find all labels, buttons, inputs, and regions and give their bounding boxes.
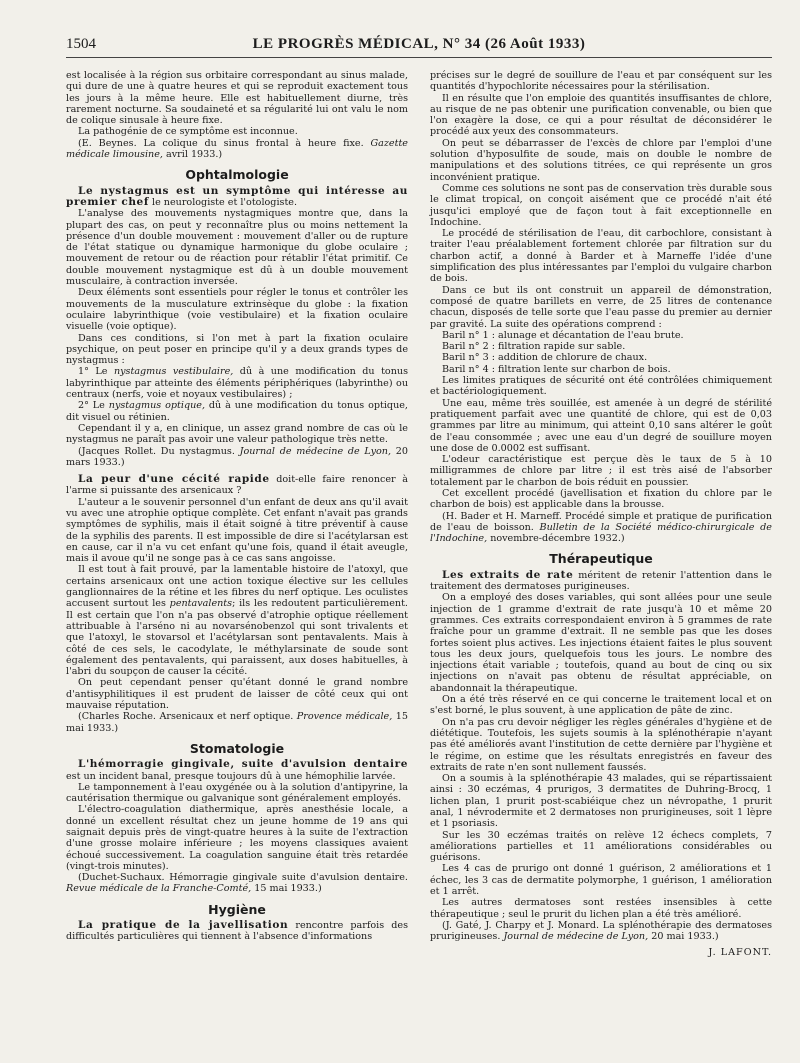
lead-phrase: Les extraits de rate [442, 568, 574, 581]
citation: (E. Beynes. La colique du sinus frontal à heure fixe. Gazette médicale limousine, avril 1933.) [66, 137, 408, 161]
right-column [430, 70, 772, 958]
section-heading-ophtalmologie: Ophtalmologie [185, 167, 289, 183]
citation: (J. Gaté, J. Charpy et J. Monard. La splénothérapie des dermatoses prurigineuses. Journal de médecine de Lyon, 20 mai 1933.) [430, 919, 772, 943]
paragraph: La pratique de la javellisation rencontre parfois des difficultés particulières qui tiennent à l'absence d'informations [66, 919, 408, 943]
journal-title: LE PROGRÈS MÉDICAL, N° 34 (26 Août 1933) [252, 36, 586, 52]
paragraph: Le tamponnement à l'eau oxygénée ou à la solution d'antipyrine, la cautérisation thermique ou galvanique sont généralement employés. [66, 781, 408, 805]
paragraph: La peur d'une cécité rapide doit-elle faire renoncer à l'arme si puissante des arsenicaux ? [66, 473, 408, 497]
citation-journal: Revue médicale de la Franche-Comté, [66, 883, 252, 895]
paragraph: Les extraits de rate méritent de retenir l'attention dans le traitement des dermatoses purigineuses. [430, 568, 772, 593]
paragraph: Le procédé de stérilisation de l'eau, dit carbochlore, consistant à traiter l'eau préalablement fortement chlorée par filtration sur du charbon actif, a donné à Barder et à Marneffe l'idée d'une simplification des plus intéressantes par l'emploi du vulgaire charbon de bois. [430, 228, 772, 285]
paragraph: Les limites pratiques de sécurité ont été contrôlées chimiquement et bactériologiquement. [430, 375, 772, 398]
paragraph: L'hémorragie gingivale, suite d'avulsion dentaire est un incident banal, presque toujours dû à une hémophilie larvée. [66, 758, 408, 782]
lead-phrase: La peur d'une cécité rapide [78, 473, 270, 486]
paragraph: Sur les 30 eczémas traités on relève 12 échecs complets, 7 améliorations partielles et 11 améliorations considérables ou guérisons. [430, 829, 772, 864]
paragraph: Le nystagmus est un symptôme qui intéresse au premier chef le neurologiste et l'otologiste. [66, 184, 408, 208]
citation: (Jacques Rollet. Du nystagmus. Journal de médecine de Lyon, 20 mars 1933.) [66, 445, 408, 468]
citation-journal: Journal de médecine de Lyon, [503, 931, 649, 943]
paragraph: Les autres dermatoses sont restées insensibles à cette thérapeutique ; seul le prurit du lichen plan a été très amélioré. [430, 897, 772, 920]
paragraph: On peut cependant penser qu'étant donné le grand nombre d'antisyphilitiques il est prudent de laisser de côté ceux qui ont mauvaise réputation. [66, 677, 408, 712]
paragraph: Cependant il y a, en clinique, un assez grand nombre de cas où le nystagmus ne paraît pas avoir une valeur pathologique très nette. [66, 422, 408, 446]
paragraph: Comme ces solutions ne sont pas de conservation très durable sous le climat tropical, on conçoit aisément que ce procédé n'ait été jusqu'ici employé que de façon tout à fait exceptionnelle en Indochine. [430, 182, 772, 228]
author-signature: J. LAFONT. [708, 946, 772, 958]
list-item: Baril n° 4 : filtration lente sur charbon de bois. [442, 363, 671, 375]
paragraph: Il en résulte que l'on emploie des quantités insuffisantes de chlore, au risque de ne pas obtenir une purification convenable, ou bien que l'on exagère la dose, ce qui a pour résultat de déconsidérer le procédé aux yeux des consommateurs. [430, 92, 772, 138]
text-columns [66, 70, 772, 958]
paragraph: On a été très réservé en ce qui concerne le traitement local et on s'est borné, le plus souvent, à une application de pâte de zinc. [430, 694, 772, 717]
paragraph: Cet excellent procédé (javellisation et fixation du chlore par le charbon de bois) est applicable dans la brousse. [430, 487, 772, 511]
section-heading-stomatologie: Stomatologie [189, 740, 285, 756]
paragraph: est localisée à la région sus orbitaire correspondant au sinus malade, qui dure de une à quatre heures et qui se reproduit exactement tous les jours à la même heure. Elle est habituellement diurne, très rarement nocturne. Sa soudaineté et sa régularité lui ont valu le nom de colique sinusale à heure fixe. [66, 70, 408, 127]
citation-journal: Provence médicale, [296, 711, 393, 723]
paragraph: Dans ce but ils ont construit un appareil de démonstration, composé de quatre barillets en verre, de 25 litres de contenance chacun, disposés de telle sorte que l'eau passe du premier au dernier par gravité. La suite des opérations comprend : [430, 284, 772, 330]
page-number: 1504 [66, 36, 96, 52]
paragraph: 2° Le nystagmus optique, dû à une modification du tonus optique, dit visuel ou rétinien. [66, 400, 408, 423]
paragraph: La pathogénie de ce symptôme est inconnue. [78, 126, 298, 138]
citation-journal: Bulletin de la Société médico-chirurgicale de l'Indochine, [430, 521, 772, 545]
paragraph: Dans ces conditions, si l'on met à part la fixation oculaire psychique, on peut poser en principe qu'il y a deux grands types de nystagmus : [66, 332, 408, 367]
citation-journal: Journal de médecine de Lyon, [239, 445, 392, 457]
lead-phrase: Le nystagmus est un symptôme qui intéresse au premier chef [66, 184, 408, 208]
paragraph: L'électro-coagulation diathermique, après anesthésie locale, a donné un excellent résultat chez un jeune homme de 19 ans qui saignait depuis près de vingt-quatre heures à la suite de l'extraction d'une grosse molaire inférieure ; les moyens classiques avaient échoué successivement. La coagulation sanguine était très retardée (vingt-trois minutes). [66, 804, 408, 872]
list-item: Baril n° 2 : filtration rapide sur sable. [442, 341, 626, 353]
section-heading-therapeutique: Thérapeutique [549, 551, 653, 567]
paragraph: On n'a pas cru devoir négliger les règles générales d'hygiène et de diététique. Toutefois, les sujets soumis à la splénothérapie n'ayant pas été améliorés avant l'institution de cette dernière par l'hygiène et le régime, on estime que les résultats enregistrés en faveur des extraits de rate n'en sont nullement faussés. [430, 716, 772, 773]
paragraph: précises sur le degré de souillure de l'eau et par conséquent sur les quantités d'hypochlorite nécessaires pour la stérilisation. [430, 70, 772, 93]
left-column [66, 70, 408, 958]
paragraph: Les 4 cas de prurigo ont donné 1 guérison, 2 améliorations et 1 échec, les 3 cas de dermatite polymorphe, 1 guérison, 1 amélioration et 1 arrêt. [430, 863, 772, 898]
paragraph: On a soumis à la splénothérapie 43 malades, qui se répartissaient ainsi : 30 eczémas, 4 prurigos, 3 dermatites de Duhring-Brocq, 1 lichen plan, 1 prurit post-scabiéique chez un névropathe, 1 prurit anal, 1 névrodermite et 2 dermatoses non prurigineuses, soit 1 lèpre et 1 psoriasis. [430, 773, 772, 830]
list-item: Baril n° 1 : alunage et décantation de l'eau brute. [442, 329, 684, 341]
list-item: Baril n° 3 : addition de chlorure de chaux. [442, 352, 648, 364]
paragraph: L'auteur a le souvenir personnel d'un enfant de deux ans qu'il avait vu avec une atrophie optique complète. Cet enfant n'avait pas grands symptômes de syphilis, mais il était soigné à titre préventif à cause de la syphilis des parents. Il est impossible de dire si l'acétylarsan est en cause, car il n'a vu cet enfant qu'une fois, quand il était aveugle, mais il avoue qu'il ne songe pas à ce cas sans angoisse. [66, 496, 408, 565]
paragraph: L'analyse des mouvements nystagmiques montre que, dans la plupart des cas, on peut y reconnaître plus ou moins nettement la présence d'un double mouvement : mouvement d'aller ou de rupture de l'état statique ou dynamique harmonique du globe oculaire ; mouvement de retour ou de réaction pour rétablir l'état primitif. Ce double mouvement nystagmique est dû à un double mouvement musculaire, à contraction inversée. [66, 208, 408, 288]
paragraph: L'odeur caractéristique est perçue dès le taux de 5 à 10 milligrammes de chlore par litre ; il est très aisé de l'absorber totalement par le charbon de bois réduit en poussier. [430, 454, 772, 488]
citation: (Charles Roche. Arsenicaux et nerf optique. Provence médicale, 15 mai 1933.) [66, 711, 408, 734]
paragraph: 1° Le nystagmus vestibulaire, dû à une modification du tonus labyrinthique par atteinte des éléments périphériques (labyrinthe) ou centraux (nerfs, voie et noyaux vestibulaires) ; [66, 366, 408, 401]
lead-phrase: La pratique de la javellisation [78, 919, 289, 932]
paragraph: Deux éléments sont essentiels pour régler le tonus et contrôler les mouvements de la musculature extrinsèque du globe : la fixation oculaire labyrinthique (voie vestibulaire) et la fixation oculaire visuelle (voie optique). [66, 287, 408, 333]
section-heading-hygiene: Hygiène [208, 901, 266, 917]
paragraph: On a employé des doses variables, qui sont allées pour une seule injection de 1 gramme d'extrait de rate jusqu'à 10 et même 20 grammes. Ces extraits correspondaient environ à 5 grammes de rate fraîche pour un gramme d'extrait. Il ne semble pas que les doses fortes soient plus actives. Les injections étaient faites le plus souvent tous les deux jours, quelquefois tous les jours. Le nombre des injections était variable ; toutefois, quand au bout de cinq ou six injections on n'avait pas obtenu de résultat appréciable, on abandonnait la thérapeutique. [430, 592, 772, 694]
citation-journal: Gazette médicale limousine, [66, 137, 408, 161]
citation: (Duchet-Suchaux. Hémorragie gingivale suite d'avulsion dentaire. Revue médicale de la Franche-Comté, 15 mai 1933.) [66, 872, 408, 895]
lead-phrase: L'hémorragie gingivale, suite d'avulsion dentaire [78, 758, 408, 771]
page-header [66, 36, 772, 58]
paragraph: On peut se débarrasser de l'excès de chlore par l'emploi d'une solution d'hyposulfite de soude, mais on double le nombre de manipulations et des solutions titrées, ce qui représente un gros inconvénient pratique. [430, 137, 772, 183]
citation: (H. Bader et H. Marneff. Procédé simple et pratique de purification de l'eau de boisson. Bulletin de la Société médico-chirurgicale de l'Indochine, novembre-décembre 1932.) [430, 510, 772, 545]
paragraph: Il est tout à fait prouvé, par la lamentable histoire de l'atoxyl, que certains arsenicaux ont une action toxique élective sur les cellules ganglionnaires de la rétine et les fibres du nerf optique. Les oculistes accusent surtout les pentavalents; ils les redoutent particulièrement. Il est certain que l'on n'a pas observé d'atrophie optique réellement attribuable à l'arséno ni au novarsénobenzol qui sont trivalents et que l'atoxyl, le stovarsol et l'acétylarsan sont pentavalents. Mais à côté de ces sels, le cacodylate, le méthylarsinate de soude sont également des pentavalents, qui paraissent, aux doses habituelles, à l'abri du soupçon de causer la cécité. [66, 564, 408, 678]
paragraph: Une eau, même très souillée, est amenée à un degré de stérilité pratiquement parfait avec une quantité de chlore, qui est de 0,03 grammes par litre au minimum, qui atteint 0,10 sans altérer le goût de l'eau consommée ; avec une eau d'un degré de souillure moyen une dose de 0.0002 est suffisant. [430, 397, 772, 454]
